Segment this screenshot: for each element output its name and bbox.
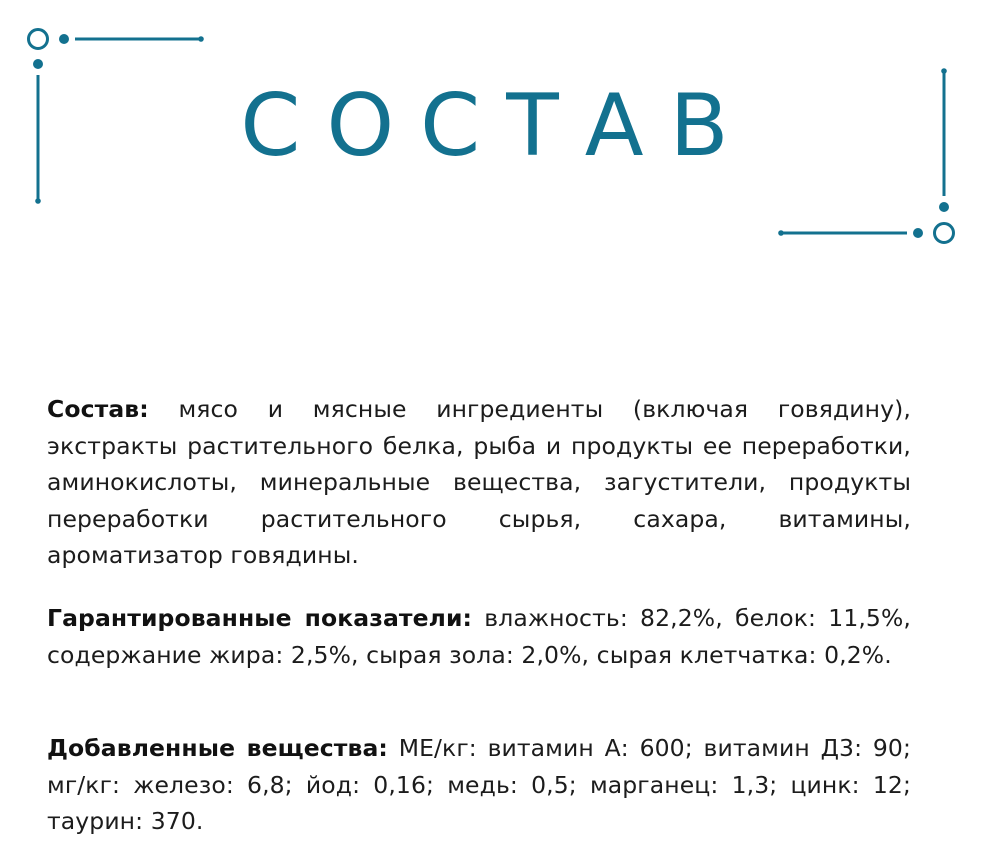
guaranteed-analysis-paragraph <box>47 600 911 673</box>
guaranteed-analysis-text: влажность: 82,2%, белок: 11,5%, содержание жира: 2,5%, сырая зола: 2,0%, сырая клетчатка: 0,2%. <box>47 604 911 669</box>
ring-icon <box>935 224 954 243</box>
composition-text: мясо и мясные ингредиенты (включая говядину), экстракты растительного белка, рыба и продукты ее переработки, аминокислоты, минеральные вещества, загустители, продукты переработки растительного сырья, сахара, витамины, ароматизатор говядины. <box>47 395 911 569</box>
line-end-dot-icon <box>941 68 947 74</box>
guaranteed-analysis-label: Гарантированные показатели: <box>47 604 473 632</box>
additives-paragraph <box>47 730 911 840</box>
line-end-dot-icon <box>778 230 784 236</box>
composition-paragraph <box>47 391 911 574</box>
page-title: СОСТАВ <box>240 76 755 176</box>
dot-icon <box>59 34 69 44</box>
additives-label: Добавленные вещества: <box>47 734 388 762</box>
dot-icon <box>33 59 43 69</box>
line-end-dot-icon <box>198 36 204 42</box>
ring-icon <box>29 30 48 49</box>
composition-label: Состав: <box>47 395 149 423</box>
dot-icon <box>913 228 923 238</box>
dot-icon <box>939 202 949 212</box>
additives-text: МЕ/кг: витамин А: 600; витамин Д3: 90; мг/кг: железо: 6,8; йод: 0,16; медь: 0,5; марганец: 1,3; цинк: 12; таурин: 370. <box>47 734 911 835</box>
line-end-dot-icon <box>35 198 41 204</box>
